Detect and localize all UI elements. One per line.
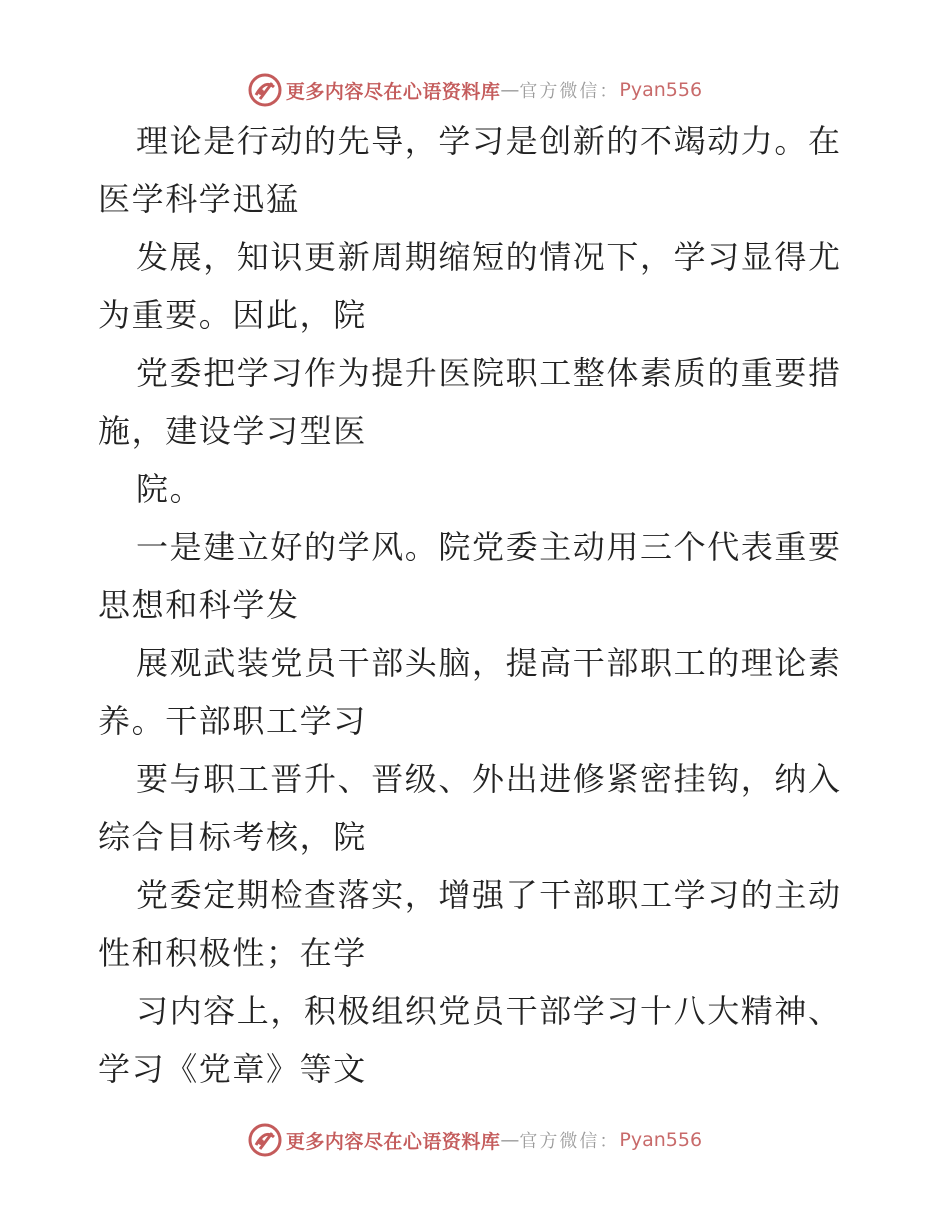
watermark-id: Pyan556 <box>619 1129 703 1151</box>
text-line: 一是建立好的学风。院党委主动用三个代表重要 <box>136 528 842 566</box>
watermark-text: 更多内容尽在心语资料库 <box>285 1130 501 1153</box>
watermark-text: 更多内容尽在心语资料库 <box>285 80 501 103</box>
text-line: 思想和科学发 <box>98 586 300 624</box>
text-line: 性和积极性；在学 <box>98 934 367 972</box>
watermark-id: Pyan556 <box>619 79 703 101</box>
text-line: 院。 <box>136 470 204 508</box>
text-line: 综合目标考核，院 <box>98 818 367 856</box>
text-line: 发展，知识更新周期缩短的情况下，学习显得尤 <box>136 238 842 276</box>
watermark-label: 官方微信： <box>519 81 620 102</box>
text-line: 医学科学迅猛 <box>98 180 300 218</box>
watermark-separator: — <box>500 79 520 101</box>
text-line: 理论是行动的先导，学习是创新的不竭动力。在 <box>136 122 842 160</box>
watermark-label: 官方微信： <box>519 1131 620 1152</box>
text-line: 要与职工晋升、晋级、外出进修紧密挂钩，纳入 <box>136 760 842 798</box>
logo-icon <box>248 73 282 107</box>
text-line: 展观武装党员干部头脑，提高干部职工的理论素 <box>136 644 842 682</box>
header-watermark <box>0 70 950 110</box>
footer-watermark <box>0 1120 950 1160</box>
text-line: 为重要。因此，院 <box>98 296 367 334</box>
text-line: 养。干部职工学习 <box>98 702 367 740</box>
text-line: 党委把学习作为提升医院职工整体素质的重要措 <box>136 354 842 392</box>
text-line: 学习《党章》等文 <box>98 1050 367 1088</box>
text-line: 施，建设学习型医 <box>98 412 367 450</box>
text-line: 党委定期检查落实，增强了干部职工学习的主动 <box>136 876 842 914</box>
document-body <box>98 112 858 1098</box>
logo-icon <box>248 1123 282 1157</box>
watermark-separator: — <box>500 1129 520 1151</box>
text-line: 习内容上，积极组织党员干部学习十八大精神、 <box>136 992 842 1030</box>
